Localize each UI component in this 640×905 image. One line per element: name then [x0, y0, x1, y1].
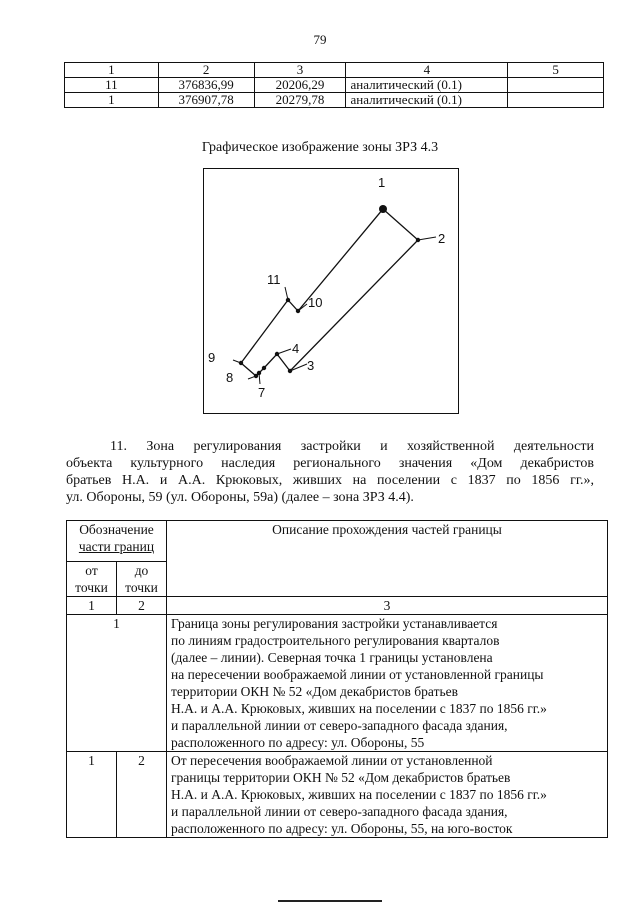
cell-line: и параллельной линии от северо-западного фасада здания, — [171, 718, 508, 733]
description-header: Описание прохождения частей границы — [167, 521, 608, 597]
point-label: 9 — [208, 350, 216, 365]
table-cell: 1 — [65, 93, 159, 108]
table-cell: 11 — [65, 78, 159, 93]
table-cell: 2 — [117, 752, 167, 838]
table-header-row — [65, 63, 604, 78]
zone-diagram-svg — [204, 169, 458, 413]
table-cell — [167, 615, 608, 752]
table-header-row — [67, 521, 608, 562]
header-text: до — [134, 563, 149, 578]
zone-description-paragraph — [66, 438, 594, 506]
point-marker — [416, 238, 420, 242]
cell-line: расположенного по адресу: ул. Обороны, 55, на юго-восток — [171, 821, 513, 836]
point-marker — [286, 298, 290, 302]
figure-caption: Графическое изображение зоны ЗРЗ 4.3 — [201, 140, 439, 155]
point-marker — [239, 361, 243, 365]
point-label: 11 — [267, 272, 281, 287]
point-marker — [296, 309, 300, 313]
point-label: 3 — [307, 358, 315, 373]
table-cell: 376907,78 — [158, 93, 254, 108]
point-label: 10 — [308, 295, 323, 310]
table-row — [65, 93, 604, 108]
table-cell: 20206,29 — [254, 78, 346, 93]
point-marker — [254, 374, 258, 378]
table-cell: 376836,99 — [158, 78, 254, 93]
boundary-description-table — [66, 520, 608, 838]
table-row — [65, 78, 604, 93]
point-label: 4 — [292, 341, 300, 356]
point-label: 7 — [258, 385, 266, 400]
point-marker — [262, 366, 266, 370]
cell-line: Н.А. и А.А. Крюковых, живших на поселении с 1837 по 1856 гг.» — [171, 787, 547, 802]
table-cell: 2 — [117, 597, 167, 615]
table-cell: аналитический (0.1) — [346, 93, 508, 108]
table-row — [67, 752, 608, 838]
point-marker — [275, 352, 279, 356]
point-marker — [288, 369, 292, 373]
zone-diagram — [203, 168, 459, 414]
point-label: 8 — [226, 370, 234, 385]
table-cell: 1 — [67, 597, 117, 615]
from-point-header — [67, 562, 117, 597]
zone-boundary — [241, 209, 418, 376]
paragraph-line: ул. Обороны, 59 (ул. Обороны, 59а) (далее – зона ЗРЗ 4.4). — [66, 490, 414, 505]
leader-line — [418, 237, 436, 240]
leader-line — [277, 349, 291, 354]
paragraph-line: объекта культурного наследия регионального значения «Дом декабристов — [66, 456, 594, 471]
paragraph-line: братьев Н.А. и А.А. Крюковых, живших на поселении с 1837 по 1856 гг.», — [66, 473, 594, 488]
table-cell — [508, 78, 604, 93]
cell-line: От пересечения воображаемой линии от установленной — [171, 753, 493, 768]
header-text: точки — [75, 580, 108, 595]
cell-line: Граница зоны регулирования застройки устанавливается — [171, 616, 498, 631]
cell-line: и параллельной линии от северо-западного фасада здания, — [171, 804, 508, 819]
table-cell: 5 — [508, 63, 604, 78]
header-text: от — [85, 563, 98, 578]
table-cell: 20279,78 — [254, 93, 346, 108]
point-marker — [379, 205, 387, 213]
cell-line: территории ОКН № 52 «Дом декабристов братьев — [171, 684, 458, 699]
page-number: 79 — [313, 32, 327, 47]
cell-line: Н.А. и А.А. Крюковых, живших на поселении с 1837 по 1856 гг.» — [171, 701, 547, 716]
header-text: точки — [125, 580, 158, 595]
table-cell — [508, 93, 604, 108]
cell-line: границы территории ОКН № 52 «Дом декабристов братьев — [171, 770, 511, 785]
header-text: части границ — [78, 539, 155, 554]
table-cell: 4 — [346, 63, 508, 78]
coordinates-table — [64, 62, 604, 108]
footer-rule — [278, 900, 382, 902]
to-point-header — [117, 562, 167, 597]
designation-header — [67, 521, 167, 562]
table-row — [67, 615, 608, 752]
cell-line: по линиям градостроительного регулирования кварталов — [171, 633, 500, 648]
table-cell: аналитический (0.1) — [346, 78, 508, 93]
point-label: 2 — [438, 231, 446, 246]
point-label: 1 — [378, 175, 386, 190]
table-cell: 3 — [254, 63, 346, 78]
cell-line: (далее – линии). Северная точка 1 границы установлена — [171, 650, 493, 665]
header-text: Обозначение — [79, 522, 154, 537]
table-cell: 1 — [67, 615, 167, 752]
table-cell: 3 — [167, 597, 608, 615]
cell-line: расположенного по адресу: ул. Обороны, 55 — [171, 735, 425, 750]
table-cell: 1 — [67, 752, 117, 838]
column-number-row — [67, 597, 608, 615]
table-cell: 1 — [65, 63, 159, 78]
cell-line: на пересечении воображаемой линии от установленной границы — [171, 667, 544, 682]
table-cell — [167, 752, 608, 838]
table-cell: 2 — [158, 63, 254, 78]
paragraph-line: 11. Зона регулирования застройки и хозяйственной деятельности — [110, 439, 594, 454]
